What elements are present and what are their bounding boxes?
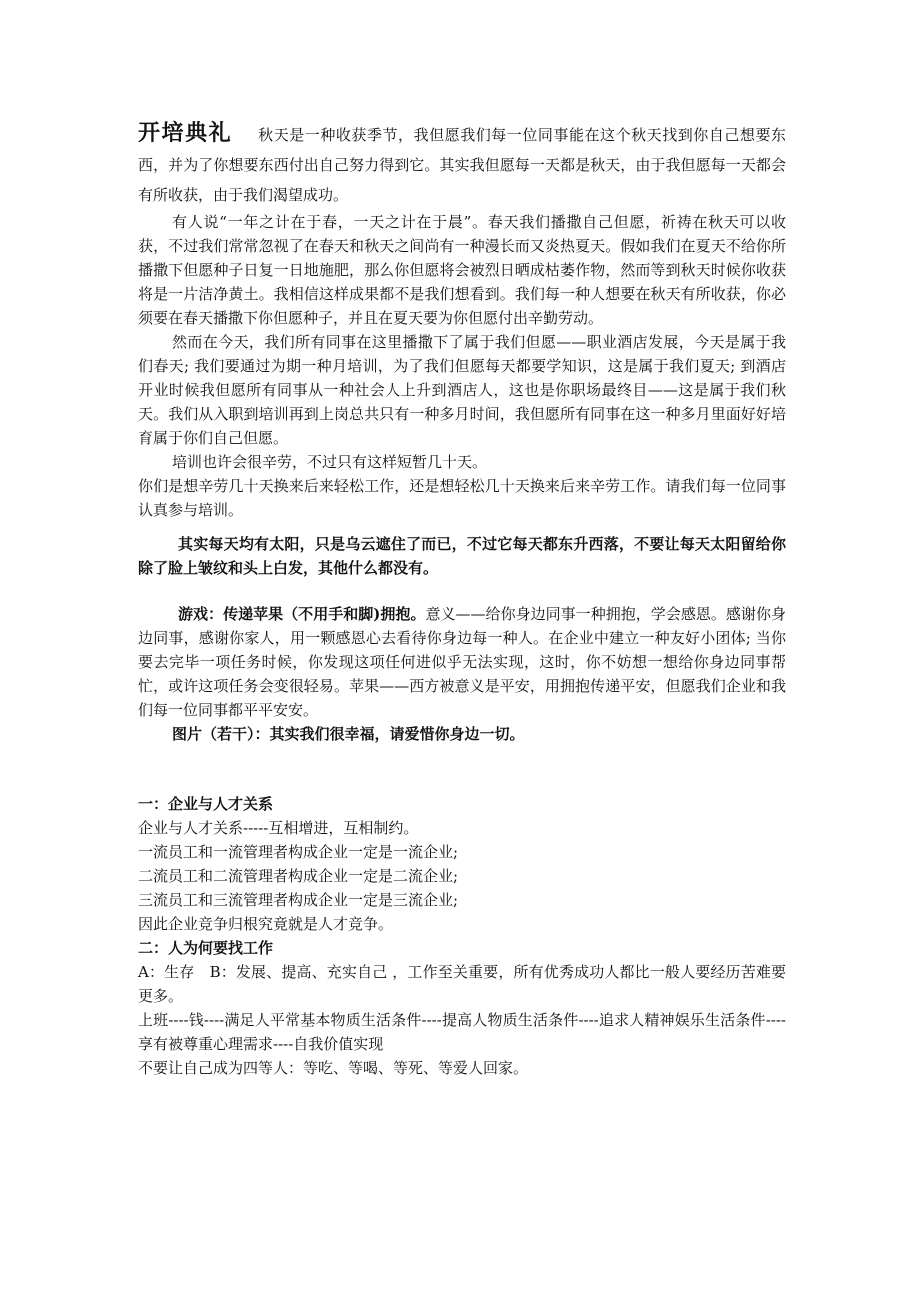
section-1-line: 企业与人才关系-----互相增进，互相制约。 <box>138 819 419 837</box>
section-1-line: 一流员工和一流管理者构成企业一定是一流企业; <box>138 843 459 861</box>
intro-paragraph <box>138 118 786 210</box>
document-title: 开培典礼 <box>138 120 233 146</box>
document-page <box>138 118 786 1080</box>
section-1-line: 二流员工和二流管理者构成企业一定是二流企业; <box>138 867 459 885</box>
spacer <box>138 746 786 792</box>
spacer <box>138 522 786 532</box>
paragraph-1-text: 秋天是一种收获季节，我但愿我们每一位同事能在这个秋天找到你自己想要东西，并为了你想要东西付出自己努力得到它。其实我但愿每一天都是秋天，由于我但愿每一天都会有所收获，由于我们渴望成功。 <box>138 126 786 204</box>
section-1-line: 三流员工和三流管理者构成企业一定是三流企业; <box>138 891 459 909</box>
section-2-line: 不要让自己成为四等人：等吃、等喝、等死、等爱人回家。 <box>138 1059 529 1077</box>
game-label: 游戏：传递苹果（不用手和脚)拥抱。 <box>178 605 426 623</box>
paragraph-3: 然而在今天，我们所有同事在这里播撒下了属于我们但愿——职业酒店发展，今天是属于我们春天; 我们要通过为期一种月培训，为了我们但愿每天都要学知识，这是属于我们夏天; 到酒店开业时候我但愿所有同事从一种社会人上升到酒店人，这也是你职场最终目——这是属于我们秋天。我们从入职到培训再到上岗总共只有一种多月时间，我但愿所有同事在这一种多月里面好好培育属于你们自己但愿。 <box>138 333 786 447</box>
game-description: 意义——给你身边同事一种拥抱，学会感恩。感谢你身边同事，感谢你家人，用一颗感恩心去看待你身边每一种人。在企业中建立一种友好小团体; 当你要去完毕一项任务时候，你发现这项任何进似乎无法实现，这时，你不妨想一想给你身边同事帮忙，或许这项任务会变很轻易。苹果——西方被意义是平安，用拥抱传递平安，但愿我们企业和我们每一位同事都平平安安。 <box>138 605 786 719</box>
paragraph-5: 你们是想辛劳几十天换来后来轻松工作，还是想轻松几十天换来后来辛劳工作。请我们每一位同事认真参与培训。 <box>138 477 786 519</box>
section-2-heading: 二：人为何要找工作 <box>138 939 274 957</box>
paragraph-7 <box>138 602 786 722</box>
section-1-line: 因此企业竞争归根究竟就是人才竞争。 <box>138 915 394 933</box>
spacer <box>138 580 786 602</box>
section-1-heading: 一：企业与人才关系 <box>138 795 274 813</box>
paragraph-4: 培训也许会很辛劳，不过只有这样短暂几十天。 <box>172 453 488 471</box>
section-2-line: A：生存 B：发展、提高、充实自己 ，工作至关重要，所有优秀成功人都比一般人要经历苦难要更多。 <box>138 963 786 1005</box>
section-2-line: 上班----钱----满足人平常基本物质生活条件----提高人物质生活条件----追求人精神娱乐生活条件----享有被尊重心理需求----自我价值实现 <box>138 1011 786 1053</box>
paragraph-6: 其实每天均有太阳，只是乌云遮住了而已，不过它每天都东升西落，不要让每天太阳留给你除了脸上皱纹和头上白发，其他什么都没有。 <box>138 535 786 577</box>
paragraph-8: 图片（若干）：其实我们很幸福，请爱惜你身边一切。 <box>172 725 525 743</box>
paragraph-2: 有人说“一年之计在于春，一天之计在于晨”。春天我们播撒自己但愿，祈祷在秋天可以收获，不过我们常常忽视了在春天和秋天之间尚有一种漫长而又炎热夏天。假如我们在夏天不给你所播撒下但愿种子日复一日地施肥，那么你但愿将会被烈日晒成枯萎作物，然而等到秋天时候你收获将是一片洁净黄土。我相信这样成果都不是我们想看到。我们每一种人想要在秋天有所收获，你必须要在春天播撒下你但愿种子，并且在夏天要为你但愿付出辛勤劳动。 <box>138 213 786 327</box>
